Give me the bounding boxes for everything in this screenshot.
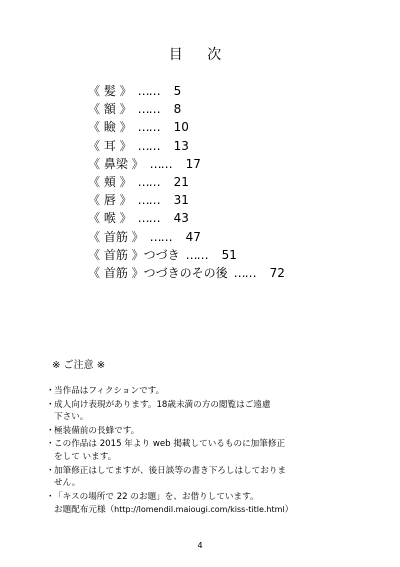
toc-leader-dots: …… — [137, 211, 160, 226]
toc-leader-dots: …… — [149, 156, 172, 171]
toc-item-label: 《 鼻梁 》 — [88, 156, 144, 171]
toc-page-number: 13 — [173, 138, 189, 153]
toc-page-number: 43 — [173, 211, 189, 226]
toc-item — [88, 118, 285, 136]
source-url: http://lomendil.maiougi.com/kiss-title.html — [114, 505, 285, 515]
toc-item-label: 《 耳 》 — [88, 138, 132, 153]
bullet-mark: ・ — [46, 439, 55, 450]
toc-page-number: 8 — [173, 102, 182, 117]
toc-item-label: 《 瞼 》 — [88, 120, 132, 135]
toc-item — [88, 100, 285, 118]
toc-item — [88, 137, 285, 155]
source-credit — [46, 504, 366, 517]
notice-text-continued: 下さい。 — [54, 412, 89, 423]
notice-text-continued: せん。 — [54, 478, 81, 489]
toc-item-label: 《 頬 》 — [88, 174, 132, 189]
toc-page-number: 21 — [173, 174, 189, 189]
notice-text: この作品は 2015 年より web 掲載しているものに加筆修正 — [54, 439, 286, 450]
toc-leader-dots: …… — [137, 102, 160, 117]
notice-item — [46, 399, 366, 424]
bullet-mark: ・ — [46, 491, 55, 502]
toc-item — [88, 209, 285, 227]
bullet-mark: ・ — [46, 425, 55, 436]
toc-page-number: 17 — [185, 156, 201, 171]
toc-page-number: 72 — [269, 265, 285, 280]
toc-item — [88, 82, 285, 100]
toc-item-label: 《 喉 》 — [88, 211, 132, 226]
source-label: お題配布元様（ — [54, 505, 115, 516]
toc-leader-dots: …… — [185, 247, 208, 262]
toc-item — [88, 228, 285, 246]
toc-page-number: 47 — [185, 229, 201, 244]
notice-item — [46, 465, 366, 490]
notice-heading: ※ ご注意 ※ — [52, 360, 106, 371]
notice-text: 極装備前の長蜂です。 — [54, 425, 140, 436]
page-number: 4 — [197, 541, 203, 550]
toc-leader-dots: …… — [137, 138, 160, 153]
toc-item — [88, 191, 285, 209]
toc-leader-dots: …… — [137, 174, 160, 189]
toc-item-label: 《 額 》 — [88, 102, 132, 117]
notice-item — [46, 385, 366, 398]
toc-item — [88, 246, 285, 264]
toc-leader-dots: …… — [137, 84, 160, 98]
bullet-mark: ・ — [46, 399, 55, 410]
toc-leader-dots: …… — [137, 193, 160, 208]
toc-item — [88, 264, 285, 282]
notice-list — [46, 385, 366, 517]
notice-item — [46, 438, 366, 463]
notice-text-continued: をして います。 — [54, 451, 117, 462]
toc-leader-dots: …… — [233, 265, 256, 280]
toc-item — [88, 173, 285, 191]
notice-text: 加筆修正はしてますが、後日談等の書き下ろしはしておりま — [54, 465, 287, 476]
table-of-contents — [88, 82, 285, 282]
notice-text: 成人向け表現があります。18歳未満の方の閲覧はご遠慮 — [54, 399, 271, 410]
toc-item-label: 《 首筋 》 — [88, 229, 144, 244]
toc-page-number: 51 — [221, 247, 237, 262]
notice-item — [46, 491, 366, 504]
toc-item-label: 《 髪 》 — [88, 84, 132, 98]
toc-leader-dots: …… — [137, 120, 160, 135]
source-close: ） — [284, 505, 294, 516]
toc-page-number: 5 — [173, 84, 182, 98]
notice-text: 「キスの場所で 22 のお題」を、お借りしています。 — [54, 491, 259, 502]
bullet-mark: ・ — [46, 386, 55, 396]
toc-item-label: 《 首筋 》つづき — [88, 247, 180, 262]
page-title: 目 次 — [168, 47, 232, 63]
toc-item — [88, 155, 285, 173]
toc-item-label: 《 唇 》 — [88, 193, 132, 208]
toc-page-number: 31 — [173, 193, 189, 208]
notice-text: 当作品はフィクションです。 — [54, 386, 165, 396]
toc-item-label: 《 首筋 》つづきのその後 — [88, 265, 228, 280]
toc-page-number: 10 — [173, 120, 189, 135]
notice-item — [46, 425, 366, 438]
toc-leader-dots: …… — [149, 229, 172, 244]
bullet-mark: ・ — [46, 465, 55, 476]
